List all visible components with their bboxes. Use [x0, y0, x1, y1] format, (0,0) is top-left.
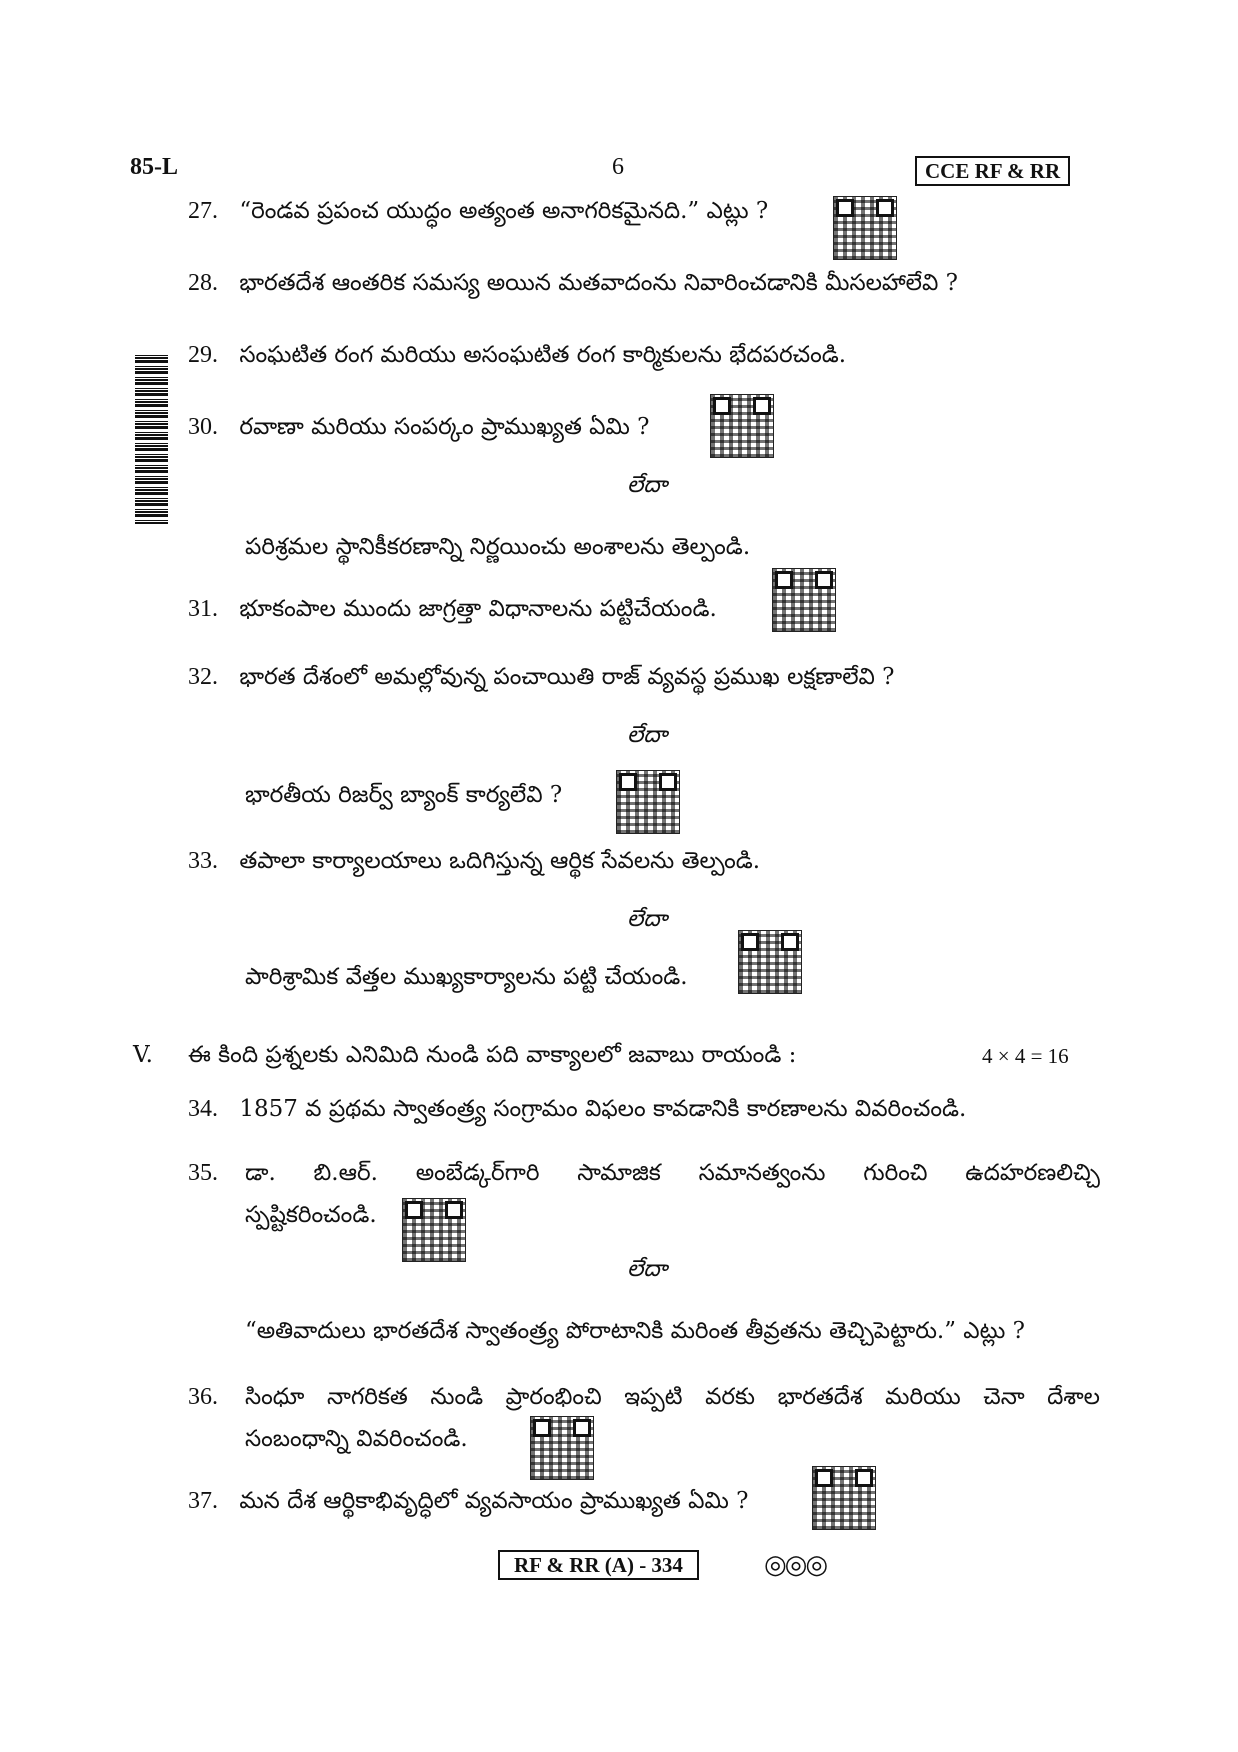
subject-box: CCE RF & RR: [915, 156, 1070, 186]
question-36-line-2: సంబంధాన్ని వివరించండి.: [245, 1426, 468, 1452]
question-number: 31.: [188, 596, 218, 622]
question-text: భారత దేశంలో అమల్లోవున్న పంచాయితి రాజ్ వ్యవస్థ ప్రముఖ లక్షణాలేవి ?: [239, 664, 895, 690]
question-number: 33.: [188, 848, 218, 874]
question-36: [188, 1384, 218, 1411]
qr-code-icon[interactable]: [812, 1466, 876, 1530]
question-28: [188, 270, 958, 302]
question-text: తపాలా కార్యాలయాలు ఒదిగిస్తున్న ఆర్థిక సేవలను తెల్పండి.: [239, 848, 761, 874]
question-text: రవాణా మరియు సంపర్కం ప్రాముఖ్యత ఏమి ?: [239, 414, 650, 440]
question-30-alternative: పరిశ్రమల స్థానికీకరణాన్ని నిర్ణయించు అంశాలను తెల్పండి.: [245, 534, 751, 560]
question-number: 32.: [188, 664, 218, 690]
question-number: 28.: [188, 270, 218, 296]
question-35-alternative: “అతివాదులు భారతదేశ స్వాతంత్ర్య పోరాటానికి మరింత తీవ్రతను తెచ్చిపెట్టారు.” ఎట్లు ?: [245, 1318, 1025, 1344]
triple-circle-icon: ◎◎◎: [764, 1550, 827, 1580]
qr-code-icon[interactable]: [710, 394, 774, 458]
question-35-line-1: డా. బి.ఆర్. అంబేడ్కర్‌గారి సామాజిక సమానత్వంను గురించి ఉదహరణలిచ్చి: [245, 1160, 1100, 1186]
section-v-instruction: ఈ కింది ప్రశ్నలకు ఎనిమిది నుండి పది వాక్యాలలో జవాబు రాయండి :: [188, 1042, 797, 1068]
question-text: “రెండవ ప్రపంచ యుద్ధం అత్యంత అనాగరికమైనది.” ఎట్లు ?: [239, 198, 769, 224]
question-31: [188, 596, 717, 628]
qr-code-icon[interactable]: [530, 1416, 594, 1480]
qr-code-icon[interactable]: [772, 568, 836, 632]
or-label: లేదా: [627, 722, 668, 748]
question-30: [188, 414, 649, 446]
question-number: 35.: [188, 1160, 218, 1186]
question-34: [188, 1096, 966, 1128]
question-37: [188, 1488, 748, 1520]
question-35: [188, 1160, 218, 1187]
question-number: 27.: [188, 198, 218, 224]
page-number: 6: [612, 154, 624, 180]
qr-code-icon[interactable]: [402, 1198, 466, 1262]
question-text: భూకంపాల ముందు జాగ్రత్తా విధానాలను పట్టిచేయండి.: [239, 596, 717, 622]
question-35-line-2: స్పష్టికరించండి.: [245, 1202, 377, 1228]
question-32: [188, 664, 895, 696]
question-32-alternative: భారతీయ రిజర్వ్ బ్యాంక్ కార్యలేవి ?: [245, 782, 563, 808]
section-v-marks: 4 × 4 = 16: [982, 1044, 1069, 1068]
question-text: భారతదేశ ఆంతరిక సమస్య అయిన మతవాదంను నివారించడానికి మీసలహాలేవి ?: [239, 270, 958, 296]
footer-code-box: RF & RR (A) - 334: [498, 1550, 699, 1580]
qr-code-icon[interactable]: [616, 770, 680, 834]
question-number: 34.: [188, 1096, 218, 1122]
or-label: లేదా: [627, 906, 668, 932]
section-v-roman: V.: [133, 1042, 153, 1068]
qr-code-icon[interactable]: [738, 930, 802, 994]
question-number: 29.: [188, 342, 218, 368]
question-text: మన దేశ ఆర్థికాభివృద్ధిలో వ్యవసాయం ప్రాముఖ్యత ఏమి ?: [239, 1488, 749, 1514]
paper-code: 85-L: [130, 154, 178, 180]
question-number: 30.: [188, 414, 218, 440]
question-33: [188, 848, 760, 880]
or-label: లేదా: [627, 1256, 668, 1282]
question-27: [188, 198, 768, 230]
question-29: [188, 342, 846, 374]
or-label: లేదా: [627, 472, 668, 498]
barcode-strip: [135, 352, 168, 524]
question-text: 1857 వ ప్రథమ స్వాతంత్ర్య సంగ్రామం విఫలం కావడానికి కారణాలను వివరించండి.: [239, 1096, 967, 1122]
question-text: సంఘటిత రంగ మరియు అసంఘటిత రంగ కార్మికులను భేదపరచండి.: [239, 342, 847, 368]
question-33-alternative: పారిశ్రామిక వేత్తల ముఖ్యకార్యాలను పట్టి చేయండి.: [245, 964, 688, 990]
question-36-line-1: సింధూ నాగరికత నుండి ప్రారంభించి ఇప్పటి వరకు భారతదేశ మరియు చెనా దేశాల: [245, 1384, 1100, 1410]
qr-code-icon[interactable]: [833, 196, 897, 260]
question-number: 37.: [188, 1488, 218, 1514]
question-number: 36.: [188, 1384, 218, 1410]
